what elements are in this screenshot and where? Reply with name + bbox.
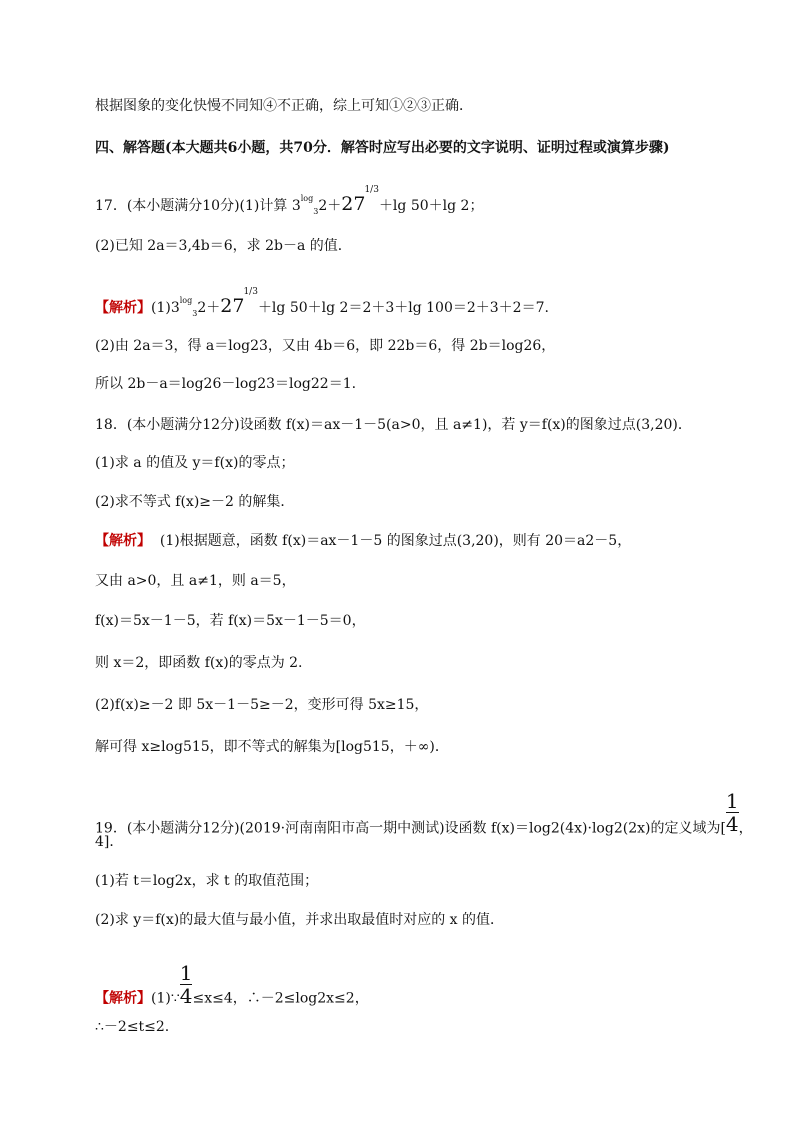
q19-solution-2: ∴－2≤t≤2. <box>95 1019 170 1035</box>
q19-frac-num: 1 <box>725 789 739 813</box>
q19-statement <box>95 789 753 851</box>
solution-tag: 【解析】 <box>95 990 151 1007</box>
q19-part1: (1)若 t＝log2x，求 t 的取值范围； <box>95 873 319 889</box>
q19-statement-2: 4]． <box>95 834 124 850</box>
q18-part1: (1)求 a 的值及 y＝f(x)的零点； <box>95 455 295 471</box>
q19-sol-frac-num: 1 <box>179 961 193 985</box>
q17-sol-log-sub: 3 <box>192 308 198 318</box>
section-heading: 四、解答题(本大题共6小题，共70分．解答时应写出必要的文字说明、证明过程或演算步骤) <box>95 140 670 156</box>
q17-after-log: 2＋ <box>318 198 342 214</box>
q18-solution-4: 则 x＝2，即函数 f(x)的零点为 2. <box>95 655 303 671</box>
q19-solution-1 <box>95 961 369 1021</box>
q18-sol1: (1)根据题意，函数 f(x)＝ax－1－5 的图象过点(3,20)，则有 20＝a2－5， <box>159 533 632 549</box>
q17-solution-2: (2)由 2a＝3，得 a＝log23，又由 4b＝6，即 22b＝6，得 2b＝log26， <box>95 338 556 354</box>
q18-statement: 18．(本小题满分12分)设函数 f(x)＝ax－1－5(a>0，且 a≠1)，若 y＝f(x)的图象过点(3,20)． <box>95 417 692 433</box>
q17-log-sup: log <box>300 194 314 204</box>
q17-solution-3: 所以 2b－a＝log26－log23＝log22＝1. <box>95 376 357 392</box>
q17-head: 17．(本小题满分10分)(1)计算 3 <box>95 198 301 214</box>
q18-part2: (2)求不等式 f(x)≥－2 的解集． <box>95 494 295 510</box>
q17-solution-1 <box>95 287 549 318</box>
q17-sol1-tail: ＋lg 50＋lg 2＝2＋3＋lg 100＝2＋3＋2＝7. <box>257 300 549 316</box>
q19-sol-fraction <box>180 962 193 1007</box>
q17-sol1-pre: (1)3 <box>151 300 180 316</box>
q19-sol-frac-den: 4 <box>179 984 193 1008</box>
q19-fraction <box>726 790 739 835</box>
q19-frac-den: 4 <box>725 812 739 836</box>
q18-solution-6: 解可得 x≥log515，即不等式的解集为[log515，＋∞)． <box>95 739 449 755</box>
q17-exp: 1/3 <box>364 185 379 195</box>
q19-head: 19．(本小题满分12分)(2019·河南南阳市高一期中测试)设函数 f(x)＝log2(4x)·log2(2x)的定义域为[ <box>95 820 726 837</box>
q17-part2: (2)已知 2a＝3,4b＝6，求 2b－a 的值． <box>95 238 352 254</box>
q18-solution-5: (2)f(x)≥－2 即 5x－1－5≥－2，变形可得 5x≥15， <box>95 697 429 713</box>
q17-sol-log-sup: log <box>179 296 193 306</box>
conclusion-line: 根据图象的变化快慢不同知④不正确，综上可知①②③正确． <box>95 98 473 114</box>
q17-sol-exp: 1/3 <box>243 287 258 297</box>
q17-log-sub: 3 <box>313 206 319 216</box>
q18-solution-3: f(x)＝5x－1－5，若 f(x)＝5x－1－5＝0， <box>95 613 366 629</box>
q19-sol1-pre: (1)∵ <box>151 990 180 1007</box>
q17-sol-base27: 27 <box>220 295 245 317</box>
q19-head-end: ， <box>738 820 753 837</box>
q18-solution-1 <box>95 531 631 551</box>
q18-solution-2: 又由 a>0，且 a≠1，则 a＝5， <box>95 573 296 589</box>
q19-sol1-post: ≤x≤4，∴－2≤log2x≤2， <box>192 990 369 1007</box>
solution-tag: 【解析】 <box>95 300 151 316</box>
q17-base27: 27 <box>341 193 366 215</box>
q17-tail: ＋lg 50＋lg 2； <box>378 198 484 214</box>
q19-part2: (2)求 y＝f(x)的最大值与最小值，并求出取最值时对应的 x 的值． <box>95 912 504 928</box>
solution-tag: 【解析】 <box>95 533 151 549</box>
q17-statement <box>95 185 484 216</box>
q17-sol-after-log: 2＋ <box>197 300 221 316</box>
